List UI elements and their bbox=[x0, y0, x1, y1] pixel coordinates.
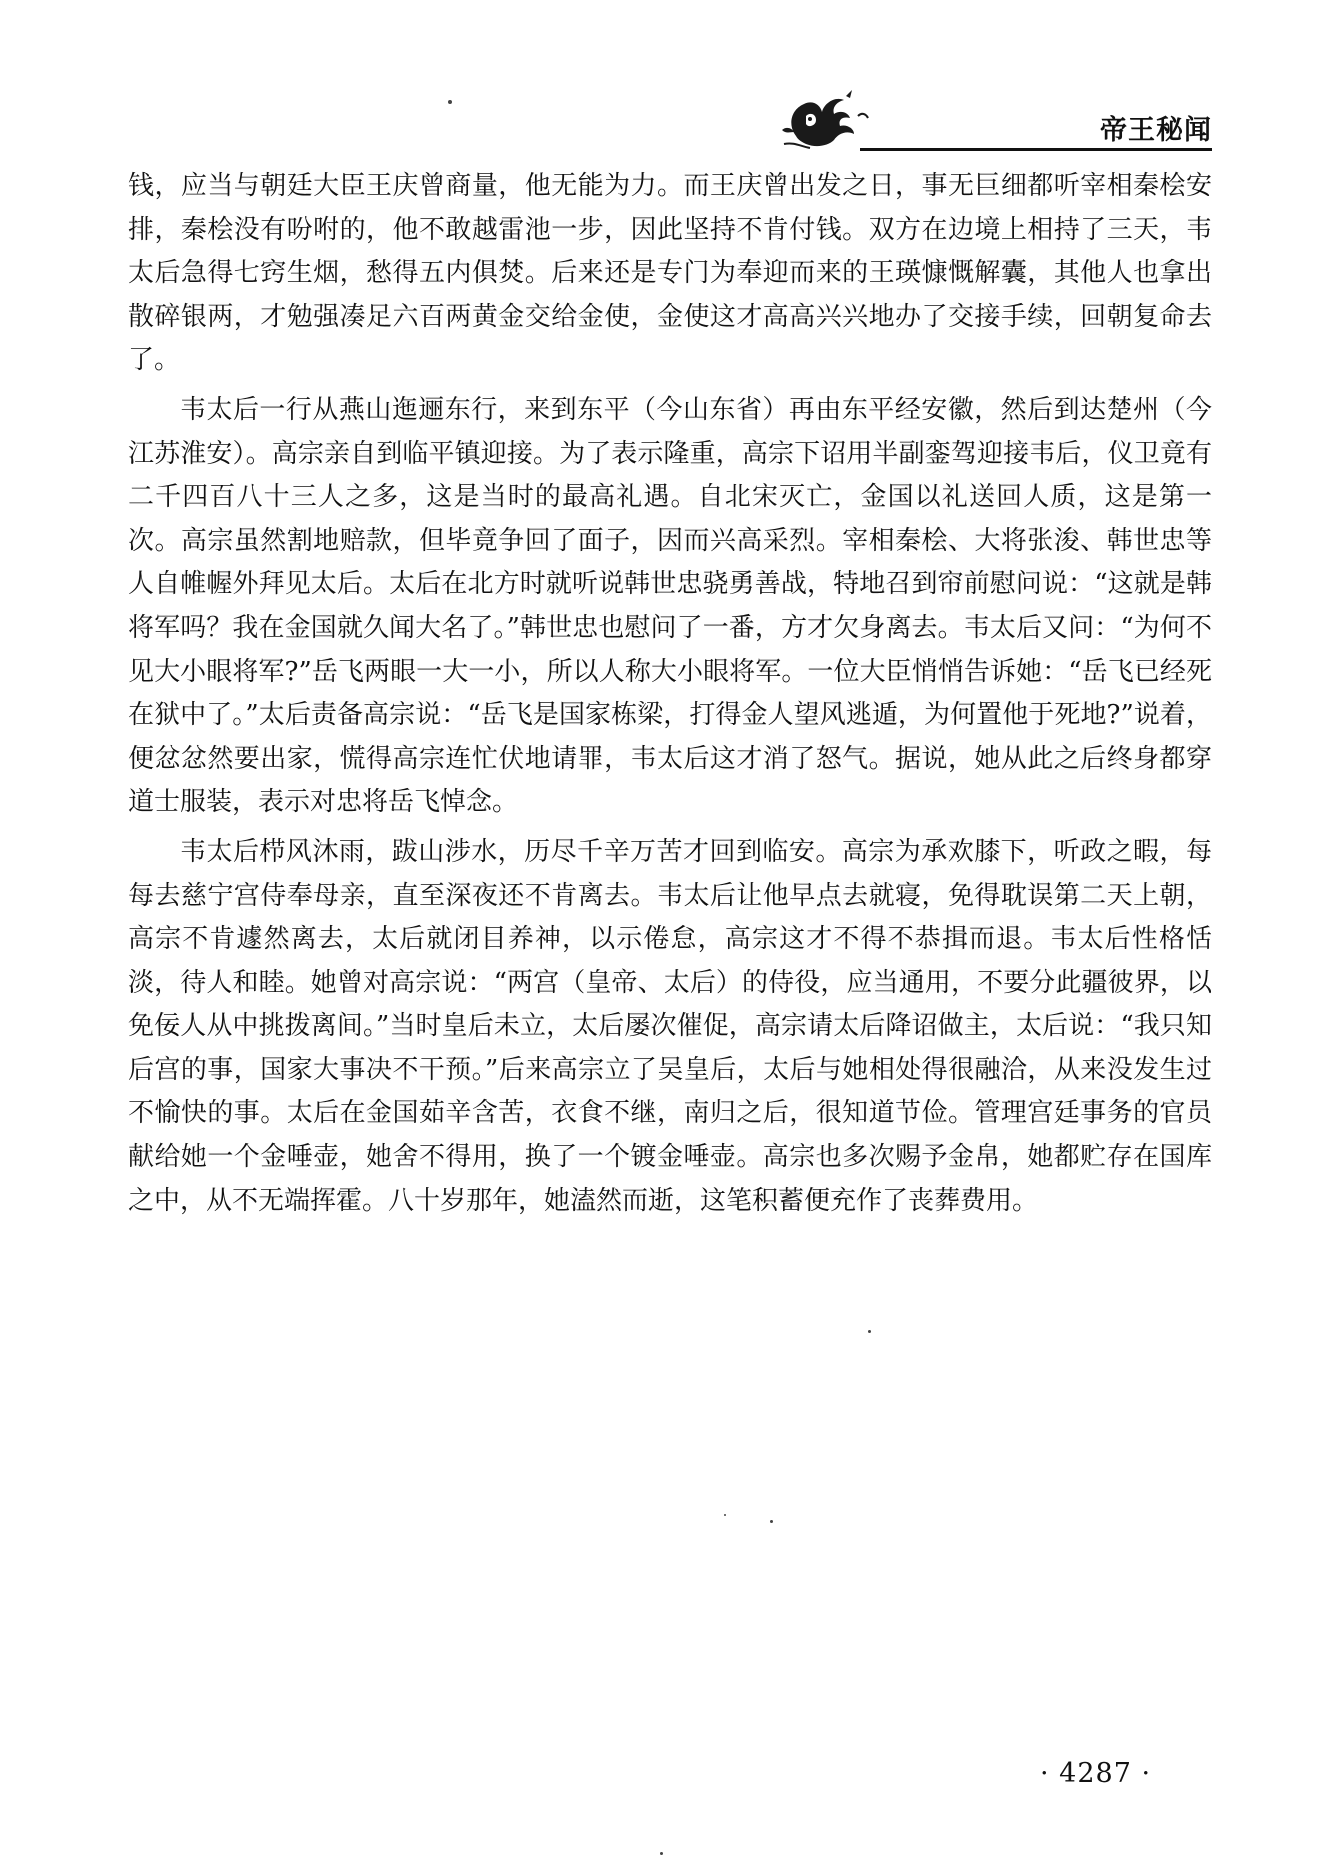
scan-speck bbox=[448, 100, 452, 104]
body-text bbox=[128, 165, 1212, 1229]
scan-speck bbox=[868, 1330, 871, 1333]
scan-speck bbox=[724, 1514, 726, 1516]
running-header bbox=[776, 86, 1212, 152]
header-title: 帝王秘闻 bbox=[1100, 115, 1212, 146]
page-number: · 4287 · bbox=[1040, 1758, 1152, 1789]
scan-speck bbox=[660, 1852, 663, 1855]
paragraph-2: 韦太后一行从燕山迤逦东行，来到东平（今山东省）再由东平经安徽，然后到达楚州（今江苏淮安）。高宗亲自到临平镇迎接。为了表示隆重，高宗下诏用半副銮驾迎接韦后，仪卫竟有二千四百八十三人之多，这是当时的最高礼遇。自北宋灭亡，金国以礼送回人质，这是第一次。高宗虽然割地赔款，但毕竟争回了面子，因而兴高采烈。宰相秦桧、大将张浚、韩世忠等人自帷幄外拜见太后。太后在北方时就听说韩世忠骁勇善战，特地召到帘前慰问说：“这就是韩将军吗？我在金国就久闻大名了。”韩世忠也慰问了一番，方才欠身离去。韦太后又问：“为何不见大小眼将军?”岳飞两眼一大一小，所以人称大小眼将军。一位大臣悄悄告诉她：“岳飞已经死在狱中了。”太后责备高宗说：“岳飞是国家栋梁，打得金人望风逃遁，为何置他于死地?”说着，便忿忿然要出家，慌得高宗连忙伏地请罪，韦太后这才消了怒气。据说，她从此之后终身都穿道士服装，表示对忠将岳飞悼念。 bbox=[128, 394, 1212, 818]
header-rule bbox=[860, 148, 1212, 151]
scan-speck bbox=[770, 1520, 773, 1523]
dragon-emblem-icon bbox=[776, 86, 872, 152]
paragraph-3: 韦太后栉风沐雨，跋山涉水，历尽千辛万苦才回到临安。高宗为承欢膝下，听政之暇，每每去慈宁宫侍奉母亲，直至深夜还不肯离去。韦太后让他早点去就寝，免得耽误第二天上朝，高宗不肯遽然离去，太后就闭目养神，以示倦怠，高宗这才不得不恭揖而退。韦太后性格恬淡，待人和睦。她曾对高宗说：“两宫（皇帝、太后）的侍役，应当通用，不要分此疆彼界，以免佞人从中挑拨离间。”当时皇后未立，太后屡次催促，高宗请太后降诏做主，太后说：“我只知后宫的事，国家大事决不干预。”后来高宗立了吴皇后，太后与她相处得很融洽，从来没发生过不愉快的事。太后在金国茹辛含苦，衣食不继，南归之后，很知道节俭。管理宫廷事务的官员献给她一个金唾壶，她舍不得用，换了一个镀金唾壶。高宗也多次赐予金帛，她都贮存在国库之中，从不无端挥霍。八十岁那年，她溘然而逝，这笔积蓄便充作了丧葬费用。 bbox=[128, 836, 1212, 1216]
paragraph-1: 钱，应当与朝廷大臣王庆曾商量，他无能为力。而王庆曾出发之日，事无巨细都听宰相秦桧安排，秦桧没有吩咐的，他不敢越雷池一步，因此坚持不肯付钱。双方在边境上相持了三天，韦太后急得七窍生烟，愁得五内俱焚。后来还是专门为奉迎而来的王瑛慷慨解囊，其他人也拿出散碎银两，才勉强凑足六百两黄金交给金使，金使这才高高兴兴地办了交接手续，回朝复命去了。 bbox=[128, 171, 1212, 376]
